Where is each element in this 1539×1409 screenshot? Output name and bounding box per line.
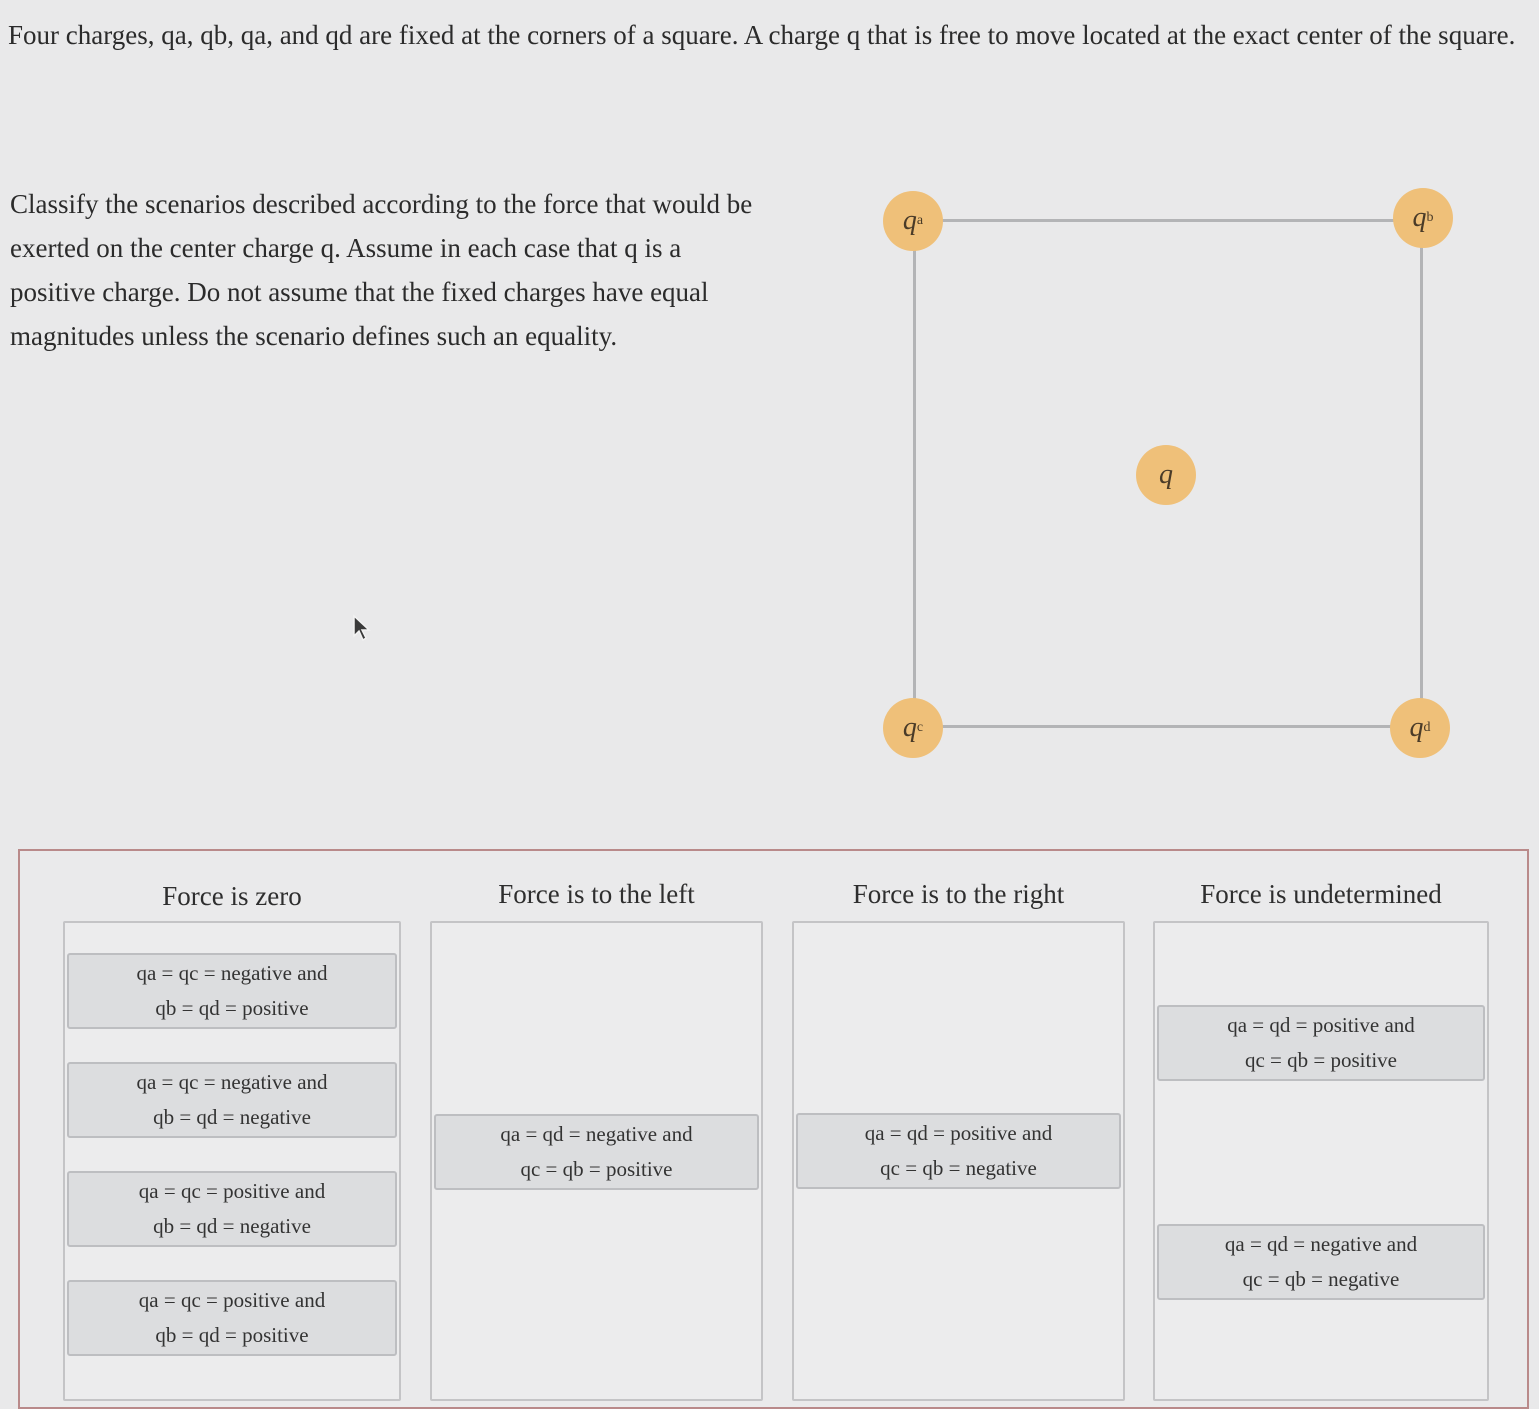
category-title-left: Force is to the left xyxy=(498,879,695,909)
scenario-card[interactable]: qa = qc = positive and qb = qd = negative xyxy=(67,1171,397,1247)
charge-qd: q d xyxy=(1390,698,1450,758)
square-edge-bottom xyxy=(913,725,1423,728)
scenario-card[interactable]: qa = qd = negative and qc = qb = negative xyxy=(1157,1224,1485,1300)
scenario-card[interactable]: qa = qc = positive and qb = qd = positive xyxy=(67,1280,397,1356)
bin-force-undetermined[interactable] xyxy=(1153,921,1489,1401)
charge-qa: q a xyxy=(883,191,943,251)
charge-square-diagram xyxy=(880,188,1470,763)
category-title-zero: Force is zero xyxy=(162,881,302,911)
square-edge-right xyxy=(1420,219,1423,728)
category-title-right: Force is to the right xyxy=(852,879,1065,909)
bin-force-zero[interactable] xyxy=(63,921,401,1401)
square-edge-left xyxy=(913,219,916,728)
scenario-card[interactable]: qa = qc = negative and qb = qd = negative xyxy=(67,1062,397,1138)
charge-qb: q b xyxy=(1393,188,1453,248)
charge-qc: q c xyxy=(883,698,943,758)
scenario-card[interactable]: qa = qc = negative and qb = qd = positive xyxy=(67,953,397,1029)
classification-panel xyxy=(18,849,1529,1409)
problem-intro: Four charges, qa, qb, qa, and qd are fixed at the corners of a square. A charge q that is free to move located at the exact center of the square. xyxy=(8,20,1516,50)
problem-instructions: Classify the scenarios described according to the force that would be exerted on the center charge q. Assume in each case that q is a positive charge. Do not assume that the fixed charges have equal magnitudes unless the scenario defines such an equality. xyxy=(10,189,753,351)
scenario-card[interactable]: qa = qd = positive and qc = qb = negative xyxy=(796,1113,1121,1189)
bin-force-left[interactable] xyxy=(430,921,763,1401)
scenario-card[interactable]: qa = qd = negative and qc = qb = positive xyxy=(434,1114,759,1190)
category-title-undetermined: Force is undetermined xyxy=(1200,879,1442,909)
scenario-card[interactable]: qa = qd = positive and qc = qb = positive xyxy=(1157,1005,1485,1081)
bin-force-right[interactable] xyxy=(792,921,1125,1401)
square-edge-top xyxy=(913,219,1423,222)
mouse-cursor-icon xyxy=(352,614,372,642)
charge-q-center[interactable]: q xyxy=(1136,445,1196,505)
